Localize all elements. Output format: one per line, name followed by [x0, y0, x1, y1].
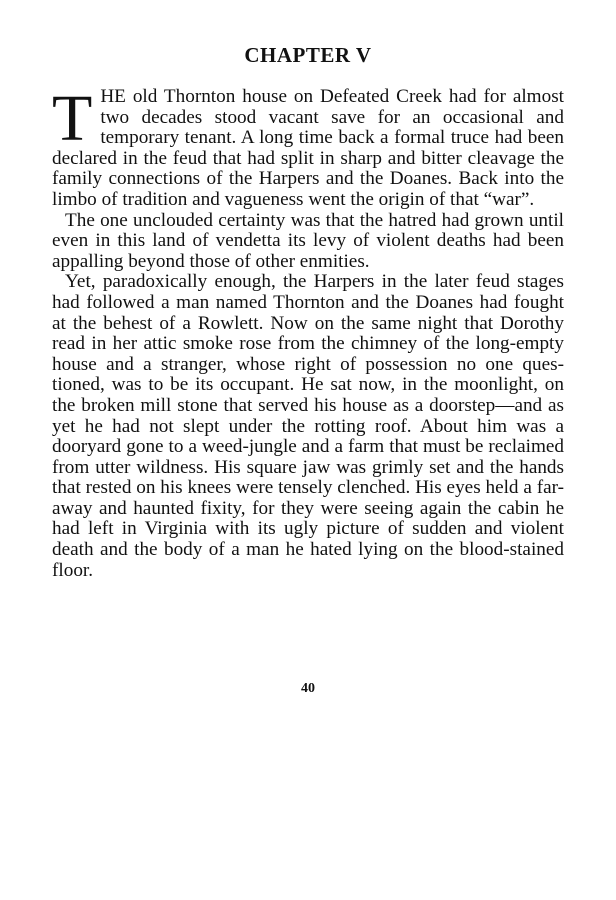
page-content — [52, 42, 564, 581]
chapter-title: CHAPTER V — [244, 43, 372, 67]
paragraph-2: The one unclouded certainty was that the hatred had grown until even in this land of vendetta its levy of violent deaths had been appalling beyond those of other enmities. — [52, 209, 564, 272]
chapter-body — [52, 82, 564, 581]
paragraph-1-text: HE old Thornton house on Defeated Creek had for almost two decades stood vacant save for an occasional and temporary tenant. A long time back a formal truce had been declared in the feud that had split in sharp and bitter cleavage the family connections of the Harpers and the Doanes. Back into the limbo of tradition and vagueness went the origin of that “war”. — [52, 86, 564, 210]
paragraph-1 — [52, 82, 564, 211]
paragraph-3: Yet, paradoxically enough, the Harpers in the later feud stages had followed a man named Thornton and the Doanes had fought at the behest of a Rowlett. Now on the same night that Dorothy read in her attic smoke rose from the chimney of the long-empty house and a stranger, whose right of possession no one questioned, was to be its occupant. He sat now, in the moonlight, on the broken mill stone that served his house as a doorstep—and as yet he had not slept under the rotting roof. About him was a dooryard gone to a weed-jungle and a farm that must be reclaimed from utter wildness. His square jaw was grimly set and the hands that rested on his knees were tensely clenched. His eyes held a far-away and haunted fixity, for they were seeing again the cabin he had left in Virginia with its ugly picture of sudden and violent death and the body of a man he hated lying on the blood-stained floor. — [52, 271, 564, 581]
page-number: 40 — [301, 681, 315, 696]
drop-cap-letter: T — [52, 82, 93, 155]
